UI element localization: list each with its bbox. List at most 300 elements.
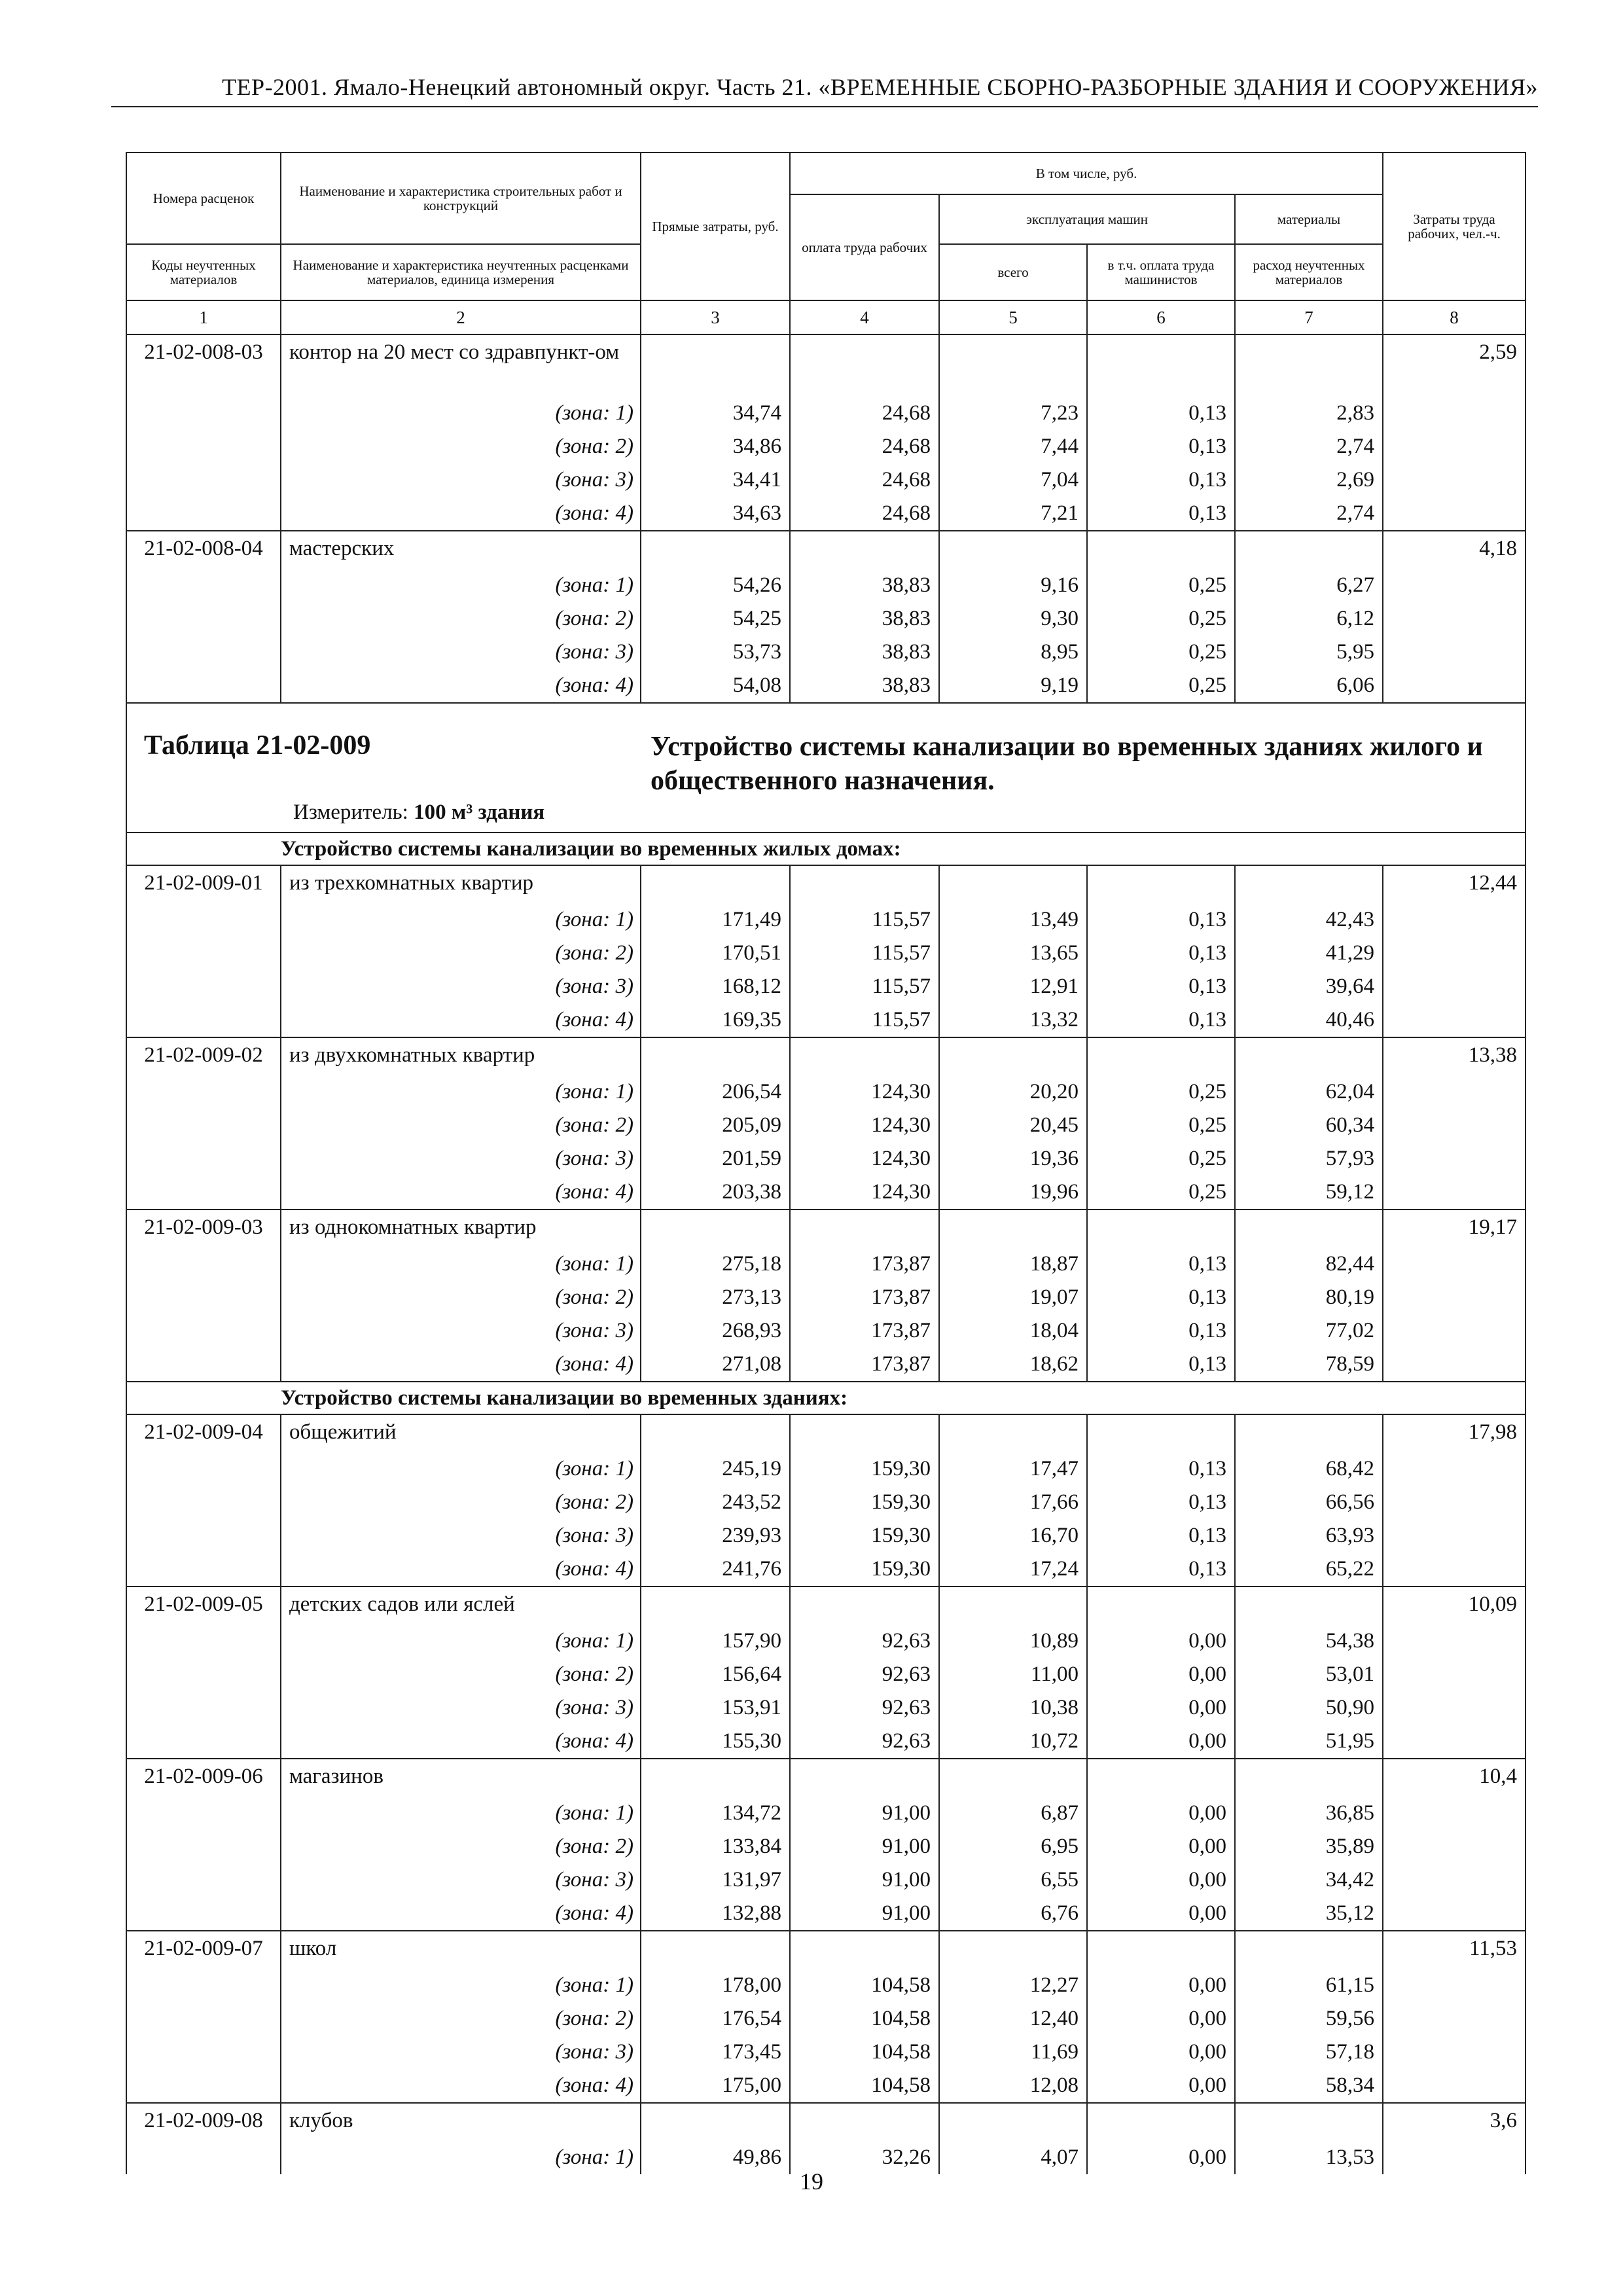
direct-cost: 53,73 (641, 636, 790, 669)
table-body-009-buildings (126, 1414, 1525, 2174)
empty-cell (790, 1759, 939, 1797)
zone-row (126, 430, 1525, 463)
empty-cell (1383, 1348, 1525, 1382)
direct-cost: 176,54 (641, 2002, 790, 2036)
materials-cost: 51,95 (1235, 1725, 1383, 1759)
empty-cell (641, 334, 790, 397)
materials-cost: 2,74 (1235, 430, 1383, 463)
wages-cost: 173,87 (790, 1247, 939, 1281)
machinists-wages: 0,00 (1087, 1624, 1235, 1658)
machines-total: 6,76 (939, 1897, 1087, 1931)
empty-cell (1087, 1037, 1235, 1075)
machines-total: 7,44 (939, 430, 1087, 463)
materials-cost: 66,56 (1235, 1486, 1383, 1519)
empty-cell (1383, 1797, 1525, 1830)
wages-cost: 24,68 (790, 430, 939, 463)
rate-code: 21-02-009-03 (126, 1210, 281, 1247)
machines-total: 18,62 (939, 1348, 1087, 1382)
machines-total: 17,24 (939, 1552, 1087, 1587)
wages-cost: 24,68 (790, 397, 939, 430)
zone-row (126, 1109, 1525, 1142)
empty-cell (1235, 1210, 1383, 1247)
machines-total: 6,87 (939, 1797, 1087, 1830)
wages-cost: 38,83 (790, 569, 939, 602)
labor-cost: 10,09 (1383, 1587, 1525, 1624)
rate-code: 21-02-008-03 (126, 334, 281, 397)
machinists-wages: 0,00 (1087, 1969, 1235, 2002)
direct-cost: 206,54 (641, 1075, 790, 1109)
table-header (126, 152, 1525, 334)
machines-total: 7,21 (939, 497, 1087, 531)
materials-cost: 40,46 (1235, 1003, 1383, 1037)
col-codes-bottom: Коды неучтенных материалов (126, 244, 281, 300)
materials-cost: 42,43 (1235, 903, 1383, 937)
materials-cost: 5,95 (1235, 636, 1383, 669)
zone-label: (зона: 2) (281, 937, 641, 970)
zone-row (126, 1281, 1525, 1314)
machines-total: 18,04 (939, 1314, 1087, 1348)
empty-cell (641, 1414, 790, 1452)
zone-label: (зона: 3) (281, 1142, 641, 1175)
machinists-wages: 0,25 (1087, 1142, 1235, 1175)
empty-cell (126, 2036, 281, 2069)
labor-cost: 12,44 (1383, 865, 1525, 903)
machines-total: 13,49 (939, 903, 1087, 937)
empty-cell (126, 1552, 281, 1587)
wages-cost: 92,63 (790, 1691, 939, 1725)
rate-row (126, 1931, 1525, 1969)
empty-cell (126, 1142, 281, 1175)
zone-label: (зона: 2) (281, 1281, 641, 1314)
materials-cost: 54,38 (1235, 1624, 1383, 1658)
direct-cost: 175,00 (641, 2069, 790, 2103)
wages-cost: 124,30 (790, 1075, 939, 1109)
wages-cost: 115,57 (790, 903, 939, 937)
direct-cost: 178,00 (641, 1969, 790, 2002)
empty-cell (126, 397, 281, 430)
machines-total: 12,27 (939, 1969, 1087, 2002)
wages-cost: 92,63 (790, 1658, 939, 1691)
empty-cell (126, 903, 281, 937)
empty-cell (1235, 1931, 1383, 1969)
empty-cell (126, 1658, 281, 1691)
meter-value: 100 м³ здания (414, 800, 545, 824)
rate-code: 21-02-009-05 (126, 1587, 281, 1624)
zone-row (126, 903, 1525, 937)
zone-label: (зона: 4) (281, 497, 641, 531)
wages-cost: 124,30 (790, 1142, 939, 1175)
labor-cost: 19,17 (1383, 1210, 1525, 1247)
empty-cell (126, 1109, 281, 1142)
empty-cell (1087, 1931, 1235, 1969)
direct-cost: 171,49 (641, 903, 790, 937)
rate-code: 21-02-009-01 (126, 865, 281, 903)
machines-total: 7,04 (939, 463, 1087, 497)
zone-row (126, 1863, 1525, 1897)
materials-cost: 13,53 (1235, 2141, 1383, 2174)
wages-cost: 91,00 (790, 1863, 939, 1897)
zone-label: (зона: 1) (281, 1247, 641, 1281)
materials-cost: 6,06 (1235, 669, 1383, 703)
machinists-wages: 0,00 (1087, 2069, 1235, 2103)
zone-label: (зона: 4) (281, 1552, 641, 1587)
wages-cost: 91,00 (790, 1830, 939, 1863)
column-number: 1 (126, 300, 281, 334)
zone-label: (зона: 2) (281, 1830, 641, 1863)
empty-cell (790, 2103, 939, 2141)
direct-cost: 170,51 (641, 937, 790, 970)
empty-cell (1383, 2002, 1525, 2036)
empty-cell (1383, 1075, 1525, 1109)
direct-cost: 134,72 (641, 1797, 790, 1830)
empty-cell (1383, 602, 1525, 636)
zone-row (126, 1486, 1525, 1519)
machinists-wages: 0,00 (1087, 2141, 1235, 2174)
machinists-wages: 0,13 (1087, 430, 1235, 463)
zone-row (126, 1175, 1525, 1210)
empty-cell (1383, 569, 1525, 602)
empty-cell (126, 1624, 281, 1658)
wages-cost: 24,68 (790, 497, 939, 531)
empty-cell (126, 1969, 281, 2002)
col-total: всего (939, 244, 1087, 300)
direct-cost: 275,18 (641, 1247, 790, 1281)
wages-cost: 91,00 (790, 1797, 939, 1830)
wages-cost: 173,87 (790, 1348, 939, 1382)
section-title: Устройство системы канализации во временных жилых домах: (281, 833, 1525, 865)
zone-label: (зона: 2) (281, 2002, 641, 2036)
empty-cell (126, 1075, 281, 1109)
direct-cost: 173,45 (641, 2036, 790, 2069)
zone-row (126, 1969, 1525, 2002)
zone-row (126, 463, 1525, 497)
table-meter (293, 800, 544, 825)
empty-cell (1087, 1587, 1235, 1624)
wages-cost: 159,30 (790, 1486, 939, 1519)
machines-total: 20,20 (939, 1075, 1087, 1109)
machines-total: 10,89 (939, 1624, 1087, 1658)
zone-label: (зона: 4) (281, 2069, 641, 2103)
empty-cell (126, 1247, 281, 1281)
zone-label: (зона: 3) (281, 1863, 641, 1897)
machines-total: 19,36 (939, 1142, 1087, 1175)
wages-cost: 32,26 (790, 2141, 939, 2174)
empty-cell (790, 334, 939, 397)
direct-cost: 241,76 (641, 1552, 790, 1587)
empty-cell (1383, 1003, 1525, 1037)
empty-cell (1383, 2036, 1525, 2069)
direct-cost: 133,84 (641, 1830, 790, 1863)
direct-cost: 239,93 (641, 1519, 790, 1552)
zone-row (126, 2002, 1525, 2036)
machines-total: 8,95 (939, 636, 1087, 669)
machines-total: 13,32 (939, 1003, 1087, 1037)
wages-cost: 124,30 (790, 1175, 939, 1210)
machinists-wages: 0,00 (1087, 2002, 1235, 2036)
zone-row (126, 1897, 1525, 1931)
rate-row (126, 1759, 1525, 1797)
empty-cell (1087, 1210, 1235, 1247)
zone-label: (зона: 4) (281, 1725, 641, 1759)
zone-label: (зона: 4) (281, 669, 641, 703)
zone-row (126, 1142, 1525, 1175)
empty-cell (1383, 1725, 1525, 1759)
materials-cost: 35,89 (1235, 1830, 1383, 1863)
direct-cost: 54,08 (641, 669, 790, 703)
direct-cost: 49,86 (641, 2141, 790, 2174)
materials-cost: 50,90 (1235, 1691, 1383, 1725)
rate-code: 21-02-009-06 (126, 1759, 281, 1797)
empty-cell (126, 669, 281, 703)
zone-label: (зона: 4) (281, 1175, 641, 1210)
empty-cell (126, 1519, 281, 1552)
zone-label: (зона: 1) (281, 903, 641, 937)
empty-cell (1383, 1519, 1525, 1552)
rate-name: мастерских (281, 531, 641, 569)
empty-cell (126, 1830, 281, 1863)
empty-cell (939, 1931, 1087, 1969)
column-number: 2 (281, 300, 641, 334)
machines-total: 18,87 (939, 1247, 1087, 1281)
direct-cost: 201,59 (641, 1142, 790, 1175)
materials-cost: 2,74 (1235, 497, 1383, 531)
rate-code: 21-02-009-02 (126, 1037, 281, 1075)
col-labor: Затраты труда рабочих, чел.-ч. (1383, 152, 1525, 300)
empty-cell (1383, 970, 1525, 1003)
empty-cell (790, 531, 939, 569)
zone-row (126, 1658, 1525, 1691)
zone-label: (зона: 1) (281, 397, 641, 430)
zone-row (126, 1003, 1525, 1037)
empty-cell (939, 1210, 1087, 1247)
zone-row (126, 1552, 1525, 1587)
rate-row (126, 865, 1525, 903)
empty-cell (126, 636, 281, 669)
machinists-wages: 0,13 (1087, 397, 1235, 430)
empty-cell (1383, 669, 1525, 703)
machinists-wages: 0,13 (1087, 463, 1235, 497)
machinists-wages: 0,13 (1087, 1281, 1235, 1314)
machinists-wages: 0,00 (1087, 1797, 1235, 1830)
empty-cell (939, 865, 1087, 903)
machinists-wages: 0,13 (1087, 1247, 1235, 1281)
empty-cell (126, 1003, 281, 1037)
empty-cell (1087, 2103, 1235, 2141)
empty-cell (126, 1314, 281, 1348)
empty-cell (126, 1486, 281, 1519)
direct-cost: 271,08 (641, 1348, 790, 1382)
zone-row (126, 602, 1525, 636)
zone-label: (зона: 4) (281, 1897, 641, 1931)
zone-label: (зона: 1) (281, 1797, 641, 1830)
machines-total: 4,07 (939, 2141, 1087, 2174)
machinists-wages: 0,25 (1087, 1109, 1235, 1142)
materials-cost: 57,93 (1235, 1142, 1383, 1175)
empty-cell (1235, 531, 1383, 569)
materials-cost: 60,34 (1235, 1109, 1383, 1142)
empty-cell (1087, 1414, 1235, 1452)
zone-label: (зона: 3) (281, 970, 641, 1003)
direct-cost: 132,88 (641, 1897, 790, 1931)
direct-cost: 156,64 (641, 1658, 790, 1691)
wages-cost: 104,58 (790, 1969, 939, 2002)
empty-cell (641, 1931, 790, 1969)
empty-cell (939, 1587, 1087, 1624)
empty-cell (126, 970, 281, 1003)
zone-row (126, 1691, 1525, 1725)
materials-cost: 57,18 (1235, 2036, 1383, 2069)
direct-cost: 34,74 (641, 397, 790, 430)
wages-cost: 104,58 (790, 2069, 939, 2103)
machinists-wages: 0,13 (1087, 1486, 1235, 1519)
zone-row (126, 1519, 1525, 1552)
direct-cost: 54,26 (641, 569, 790, 602)
empty-cell (126, 1897, 281, 1931)
direct-cost: 268,93 (641, 1314, 790, 1348)
wages-cost: 159,30 (790, 1452, 939, 1486)
zone-row (126, 397, 1525, 430)
empty-cell (1383, 1142, 1525, 1175)
rate-name: общежитий (281, 1414, 641, 1452)
materials-cost: 2,69 (1235, 463, 1383, 497)
materials-cost: 35,12 (1235, 1897, 1383, 1931)
labor-cost: 4,18 (1383, 531, 1525, 569)
empty-cell (1383, 1486, 1525, 1519)
labor-cost: 3,6 (1383, 2103, 1525, 2141)
empty-cell (1383, 1658, 1525, 1691)
empty-cell (126, 1863, 281, 1897)
column-number: 5 (939, 300, 1087, 334)
empty-cell (1383, 397, 1525, 430)
price-table (126, 152, 1526, 2174)
zone-label: (зона: 2) (281, 1486, 641, 1519)
machines-total: 16,70 (939, 1519, 1087, 1552)
empty-cell (1383, 1863, 1525, 1897)
zone-label: (зона: 2) (281, 1658, 641, 1691)
zone-label: (зона: 4) (281, 1003, 641, 1037)
wages-cost: 24,68 (790, 463, 939, 497)
machinists-wages: 0,13 (1087, 903, 1235, 937)
wages-cost: 38,83 (790, 636, 939, 669)
zone-label: (зона: 2) (281, 602, 641, 636)
rate-row (126, 334, 1525, 397)
page-number: 19 (800, 2168, 823, 2195)
col-names-top: Наименование и характеристика строительных работ и конструкций (281, 152, 641, 244)
materials-cost: 63,93 (1235, 1519, 1383, 1552)
empty-cell (1383, 1109, 1525, 1142)
col-codes-top: Номера расценок (126, 152, 281, 244)
direct-cost: 168,12 (641, 970, 790, 1003)
labor-cost: 11,53 (1383, 1931, 1525, 1969)
zone-row (126, 2069, 1525, 2103)
zone-label: (зона: 3) (281, 636, 641, 669)
direct-cost: 155,30 (641, 1725, 790, 1759)
empty-cell (126, 1175, 281, 1210)
section-buildings (126, 1382, 1525, 1414)
meter-label: Измеритель: (293, 800, 408, 824)
zone-row (126, 1624, 1525, 1658)
machines-total: 12,08 (939, 2069, 1087, 2103)
zone-row (126, 669, 1525, 703)
materials-cost: 58,34 (1235, 2069, 1383, 2103)
direct-cost: 203,38 (641, 1175, 790, 1210)
rate-code: 21-02-008-04 (126, 531, 281, 569)
empty-cell (1383, 903, 1525, 937)
empty-cell (1383, 1247, 1525, 1281)
machines-total: 10,38 (939, 1691, 1087, 1725)
empty-cell (939, 334, 1087, 397)
machinists-wages: 0,13 (1087, 1552, 1235, 1587)
empty-cell (1383, 1969, 1525, 2002)
machines-total: 11,69 (939, 2036, 1087, 2069)
empty-cell (641, 1037, 790, 1075)
col-names-bottom: Наименование и характеристика неучтенных расценками материалов, единица измерения (281, 244, 641, 300)
empty-cell (1383, 1281, 1525, 1314)
direct-cost: 153,91 (641, 1691, 790, 1725)
rate-code: 21-02-009-04 (126, 1414, 281, 1452)
machines-total: 11,00 (939, 1658, 1087, 1691)
machines-total: 9,30 (939, 602, 1087, 636)
empty-cell (1383, 1830, 1525, 1863)
direct-cost: 243,52 (641, 1486, 790, 1519)
machinists-wages: 0,13 (1087, 1519, 1235, 1552)
empty-cell (1235, 1037, 1383, 1075)
wages-cost: 159,30 (790, 1552, 939, 1587)
empty-cell (1383, 497, 1525, 531)
wages-cost: 92,63 (790, 1725, 939, 1759)
machinists-wages: 0,00 (1087, 1863, 1235, 1897)
empty-cell (126, 937, 281, 970)
col-direct: Прямые затраты, руб. (641, 152, 790, 300)
machines-total: 9,16 (939, 569, 1087, 602)
zone-label: (зона: 1) (281, 569, 641, 602)
empty-cell (1235, 1414, 1383, 1452)
zone-label: (зона: 2) (281, 1109, 641, 1142)
materials-cost: 36,85 (1235, 1797, 1383, 1830)
wages-cost: 115,57 (790, 970, 939, 1003)
wages-cost: 115,57 (790, 1003, 939, 1037)
empty-cell (641, 1210, 790, 1247)
empty-cell (1087, 865, 1235, 903)
empty-cell (1235, 2103, 1383, 2141)
zone-row (126, 1075, 1525, 1109)
direct-cost: 157,90 (641, 1624, 790, 1658)
machines-total: 13,65 (939, 937, 1087, 970)
col-machines: эксплуатация машин (939, 194, 1235, 244)
column-number: 3 (641, 300, 790, 334)
machines-total: 10,72 (939, 1725, 1087, 1759)
zone-label: (зона: 1) (281, 1969, 641, 2002)
empty-cell (1235, 1587, 1383, 1624)
empty-cell (1383, 636, 1525, 669)
machinists-wages: 0,13 (1087, 937, 1235, 970)
rate-name: из трехкомнатных квартир (281, 865, 641, 903)
machines-total: 6,95 (939, 1830, 1087, 1863)
materials-cost: 78,59 (1235, 1348, 1383, 1382)
section-row-residential (126, 833, 1525, 865)
direct-cost: 34,41 (641, 463, 790, 497)
zone-label: (зона: 2) (281, 430, 641, 463)
column-number: 8 (1383, 300, 1525, 334)
zone-label: (зона: 3) (281, 1519, 641, 1552)
wages-cost: 92,63 (790, 1624, 939, 1658)
wages-cost: 115,57 (790, 937, 939, 970)
zone-row (126, 2036, 1525, 2069)
empty-cell (126, 1452, 281, 1486)
labor-cost: 2,59 (1383, 334, 1525, 397)
empty-cell (126, 463, 281, 497)
empty-cell (939, 1414, 1087, 1452)
